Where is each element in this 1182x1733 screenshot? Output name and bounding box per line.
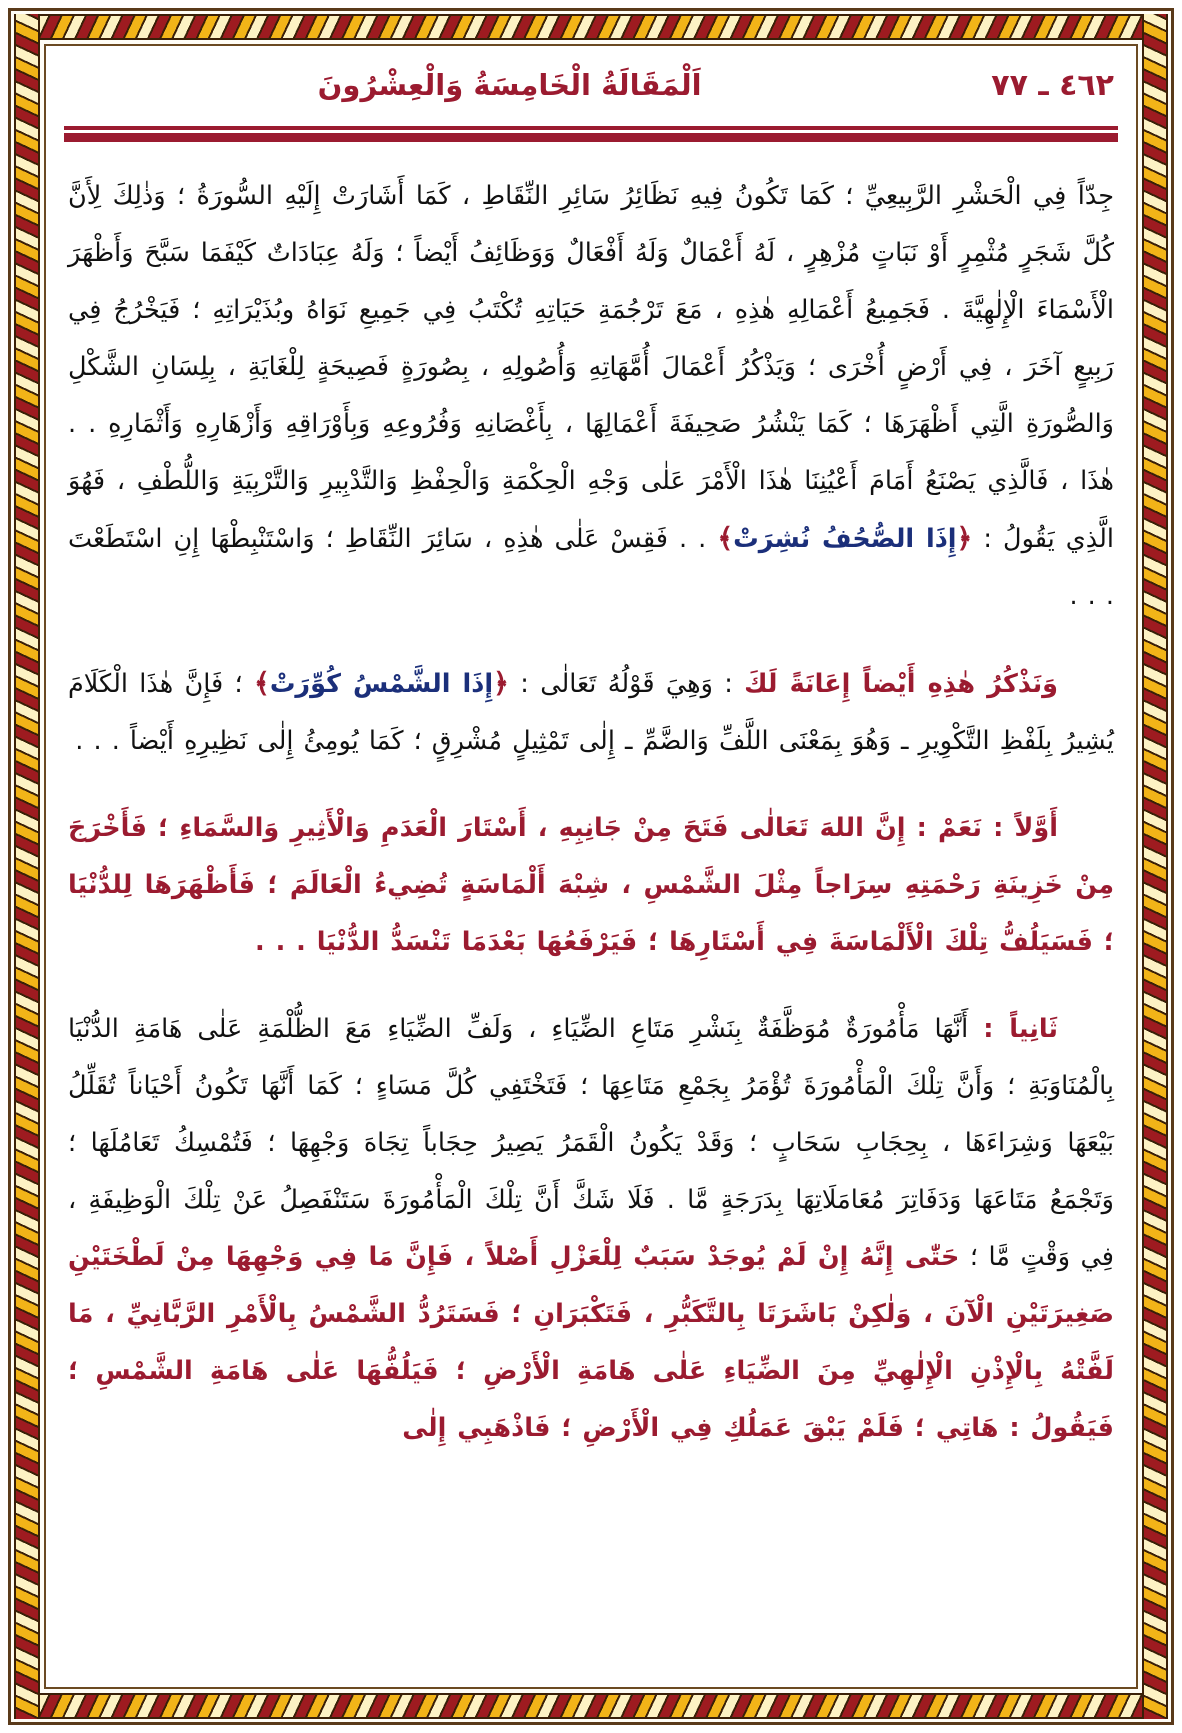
paragraph-spacer xyxy=(68,625,1114,655)
quran-bracket-open-icon: ﴿ xyxy=(956,523,973,554)
paragraph-two-text-b: ؛ فَإِنَّ هٰذَا الْكَلَامَ يُشِيرُ بِلَفْظِ التَّكْوِيرِ ـ وَهُوَ بِمَعْنَى اللَّفِّ وَالضَّمِّ ـ إِلٰى تَمْثِيلٍ مُشْرِقٍ ؛ كَمَا يُومِئُ إِلٰى نَظِيرِهِ أَيْضاً . . . xyxy=(68,669,1114,756)
header-divider-rule xyxy=(64,126,1118,142)
paragraph-spacer xyxy=(68,971,1114,1001)
paragraph-two-red-lead: وَنَذْكُرُ هٰذِهِ أَيْضاً إِعَانَةً لَكَ xyxy=(744,669,1058,699)
page-header xyxy=(62,58,1120,120)
paragraph-one-text-a: جِدّاً فِي الْحَشْرِ الرَّبِيعِيِّ ؛ كَمَا تَكُونُ فِيهِ نَظَائِرُ سَائِرِ النِّقَاطِ ، كَمَا أَشَارَتْ إِلَيْهِ السُّورَةُ ؛ وَذٰلِكَ لِأَنَّ كُلَّ شَجَرٍ مُثْمِرٍ أَوْ نَبَاتٍ مُزْهِرٍ ، لَهُ أَعْمَالٌ وَلَهُ أَفْعَالٌ وَوَظَائِفُ أَيْضاً ؛ وَلَهُ عِبَادَاتٌ كَيْفَمَا سَبَّحَ وَأَظْهَرَ الْأَسْمَاءَ الْإِلٰهِيَّةَ . فَجَمِيعُ أَعْمَالِهِ هٰذِهِ ، مَعَ تَرْجُمَةِ حَيَاتِهِ تُكْتَبُ فِي جَمِيعِ نَوَاهُ وبُذَيْرَاتِهِ ؛ فَيَخْرُجُ فِي رَبِيعٍ آخَرَ ، فِي أَرْضٍ أُخْرَى ؛ وَيَذْكُرُ أَعْمَالَ أُمَّهَاتِهِ وَأُصُولِهِ ، بِصُورَةٍ فَصِيحَةٍ لِلْغَايَةِ ، بِلِسَانِ الشَّكْلِ وَالصُّورَةِ الَّتِي أَظْهَرَهَا ؛ كَمَا يَنْشُرُ صَحِيفَةَ أَعْمَالِهَا ، بِأَغْصَانِهِ وَفُرُوعِهِ وَبِأَوْرَاقِهِ وَأَزْهَارِهِ وَأَثْمَارِهِ . . هٰذَا ، فَالَّذِي يَصْنَعُ أَمَامَ أَعْيُنِنَا هٰذَا الْأَمْرَ عَلٰى وَجْهِ الْحِكْمَةِ وَالْحِفْظِ وَالتَّدْبِيرِ وَالتَّرْبِيَةِ وَاللُّطْفِ ، فَهُوَ الَّذِي يَقُولُ : xyxy=(68,181,1114,554)
ornamental-border-top xyxy=(14,14,1168,40)
page-number: ٤٦٢ ـ ٧٧ xyxy=(991,68,1114,103)
quran-bracket-open-icon: ﴿ xyxy=(493,668,509,699)
ornamental-border-bottom xyxy=(14,1693,1168,1719)
paragraph-four-red-tail: حَتّٰى إِنَّهُ إِنْ لَمْ يُوجَدْ سَبَبٌ لِلْعَزْلِ أَصْلاً ، فَإِنَّ مَا فِي وَجْهِهَا مِنْ لَطْخَتَيْنِ صَغِيرَتَيْنِ الْآنَ ، وَلٰكِنْ بَاشَرَتَا بِالتَّكَبُّرِ ، فَتَكْبَرَانِ ؛ فَسَتَرُدُّ الشَّمْسُ بِالْأَمْرِ الرَّبَّانِيِّ ، مَا لَفَّتْهُ بِالْإِذْنِ الْإِلٰهِيِّ مِنَ الضِّيَاءِ عَلٰى هَامَةِ الْأَرْضِ ؛ فَيَلُفُّهَا عَلٰى هَامَةِ الشَّمْسِ ؛ فَيَقُولُ : هَاتِي ؛ فَلَمْ يَبْقَ عَمَلُكِ فِي الْأَرْضِ ؛ فَاذْهَبِي إِلٰى xyxy=(68,1242,1114,1443)
paragraph-four-text: أَنَّهَا مَأْمُورَةٌ مُوَظَّفَةٌ بِنَشْرِ مَتَاعِ الضِّيَاءِ ، وَلَفِّ الضِّيَاءِ مَعَ الظُّلْمَةِ عَلٰى هَامَةِ الدُّنْيَا بِالْمُنَاوَبَةِ ؛ وَأَنَّ تِلْكَ الْمَأْمُورَةَ تُؤْمَرُ بِجَمْعِ مَتَاعِهَا ؛ فَتَخْتَفِي كُلَّ مَسَاءٍ ؛ كَمَا أَنَّهَا تَكُونُ أَحْيَاناً تُقَلِّلُ بَيْعَهَا وَشِرَاءَهَا ، بِحِجَابِ سَحَابٍ ؛ وَقَدْ يَكُونُ الْقَمَرُ يَصِيرُ حِجَاباً تِجَاهَ وَجْهِهَا ؛ فَتُمْسِكُ تَعَامُلَهَا ؛ وَتَجْمَعُ مَتَاعَهَا وَدَفَاتِرَ مُعَامَلَاتِهَا بِدَرَجَةٍ مَّا . فَلَا شَكَّ أَنَّ تِلْكَ الْمَأْمُورَةَ سَتَنْفَصِلُ عَنْ تِلْكَ الْوَظِيفَةِ ، فِي وَقْتٍ مَّا ؛ xyxy=(68,1014,1114,1272)
quran-bracket-close-icon: ﴾ xyxy=(717,523,734,554)
paragraph-one xyxy=(68,168,1114,625)
paragraph-three-text: أَوَّلاً : نَعَمْ : إِنَّ اللهَ تَعَالٰى فَتَحَ مِنْ جَانِبِهِ ، أَسْتَارَ الْعَدَمِ وَالْأَثِيرِ وَالسَّمَاءِ ؛ فَأَخْرَجَ مِنْ خَزِينَةِ رَحْمَتِهِ سِرَاجاً مِثْلَ الشَّمْسِ ، شِبْهَ أَلْمَاسَةٍ تُضِيءُ الْعَالَمَ ؛ فَأَظْهَرَهَا لِلدُّنْيَا ؛ فَسَيَلُفُّ تِلْكَ الْأَلْمَاسَةَ فِي أَسْتَارِهَا ؛ فَيَرْفَعُهَا بَعْدَمَا تَنْسَدُّ الدُّنْيَا . . . xyxy=(68,813,1114,957)
page-content xyxy=(62,58,1120,1675)
quran-bracket-close-icon: ﴾ xyxy=(253,668,270,699)
ornamental-border-right xyxy=(1142,14,1168,1719)
paragraph-two xyxy=(68,655,1114,770)
paragraph-four xyxy=(68,1001,1114,1457)
paragraph-one-text-b: . . فَقِسْ عَلٰى هٰذِهِ ، سَائِرَ النِّقَاطِ ؛ وَاسْتَنْبِطْهَا إِنِ اسْتَطَعْتَ . . . xyxy=(68,524,1114,611)
paragraph-four-red-lead: ثَانِياً : xyxy=(983,1014,1058,1044)
page-title: اَلْمَقَالَةُ الْخَامِسَةُ وَالْعِشْرُونَ xyxy=(317,68,702,102)
quran-verse-one: إِذَا الصُّحُفُ نُشِرَتْ xyxy=(733,524,957,554)
ornamental-border-left xyxy=(14,14,40,1719)
paragraph-spacer xyxy=(68,770,1114,800)
body-text xyxy=(62,168,1120,1457)
paragraph-three xyxy=(68,800,1114,971)
quran-verse-two: إِذَا الشَّمْسُ كُوِّرَتْ xyxy=(269,669,494,699)
paragraph-two-text-a: : وَهِيَ قَوْلُهُ تَعَالٰى : xyxy=(508,669,745,699)
